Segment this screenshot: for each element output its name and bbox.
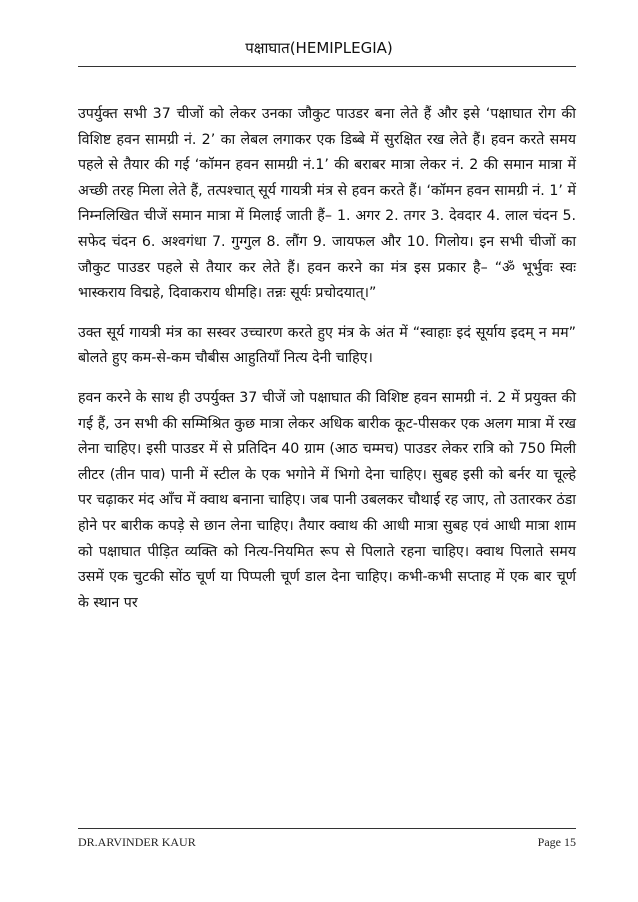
- header-divider: [78, 66, 576, 67]
- footer-author: DR.ARVINDER KAUR: [78, 835, 196, 849]
- body-text: [78, 102, 576, 630]
- footer-divider: [78, 828, 576, 829]
- page-number: Page 15: [537, 835, 576, 849]
- page-header-title: पक्षाघात(HEMIPLEGIA): [245, 39, 393, 57]
- paragraph-2: उक्त सूर्य गायत्री मंत्र का सस्वर उच्चारण करते हुए मंत्र के अंत में “स्वाहाः इदं सूर्याय इदम् न मम” बोलते हुए कम-से-कम चौबीस आहुतियाँ नित्य देनी चाहिए।: [78, 324, 576, 367]
- paragraph-3: हवन करने के साथ ही उपर्युक्त 37 चीजें जो पक्षाघात की विशिष्ट हवन सामग्री नं. 2 में प्रयुक्त की गई हैं, उन सभी की सम्मिश्रित कुछ मात्रा लेकर अधिक बारीक कूट-पीसकर एक अलग मात्रा में रख लेना चाहिए। इसी पाउडर में से प्रतिदिन 40 ग्राम (आठ चम्मच) पाउडर लेकर रात्रि को 750 मिली लीटर (तीन पाव) पानी में स्टील के एक भगोने में भिगो देना चाहिए। सुबह इसी को बर्नर या चूल्हे पर चढ़ाकर मंद आँच में क्वाथ बनाना चाहिए। जब पानी उबलकर चौथाई रह जाए, तो उतारकर ठंडा होने पर बारीक कपड़े से छान लेना चाहिए। तैयार क्वाथ की आधी मात्रा सुबह एवं आधी मात्रा शाम को पक्षाघात पीड़ित व्यक्ति को नित्य-नियमित रूप से पिलाते रहना चाहिए। क्वाथ पिलाते समय उसमें एक चुटकी सोंठ चूर्ण या पिप्पली चूर्ण डाल देना चाहिए। कभी-कभी सप्ताह में एक बार चूर्ण के स्थान पर: [78, 389, 576, 611]
- paragraph-1: उपर्युक्त सभी 37 चीजों को लेकर उनका जौकुट पाउडर बना लेते हैं और इसे ‘पक्षाघात रोग की विशिष्ट हवन सामग्री नं. 2’ का लेबल लगाकर एक डिब्बे में सुरक्षित रख लेते हैं। हवन करते समय पहले से तैयार की गई ‘कॉमन हवन सामग्री नं.1’ की बराबर मात्रा लेकर नं. 2 की समान मात्रा में अच्छी तरह मिला लेते हैं, तत्पश्चात् सूर्य गायत्री मंत्र से हवन करते हैं। ‘कॉमन हवन सामग्री नं. 1’ में निम्नलिखित चीजें समान मात्रा में मिलाई जाती हैं– 1. अगर 2. तगर 3. देवदार 4. लाल चंदन 5. सफेद चंदन 6. अश्वगंधा 7. गुग्गुल 8. लौंग 9. जायफल और 10. गिलोय। इन सभी चीजों का जौकुट पाउडर पहले से तैयार कर लेते हैं। हवन करने का मंत्र इस प्रकार है– “ॐ भूर्भुवः स्वः भास्कराय विद्महे, दिवाकराय धीमहि। तन्नः सूर्यः प्रचोदयात्।”: [78, 106, 576, 302]
- page-footer: [78, 834, 576, 850]
